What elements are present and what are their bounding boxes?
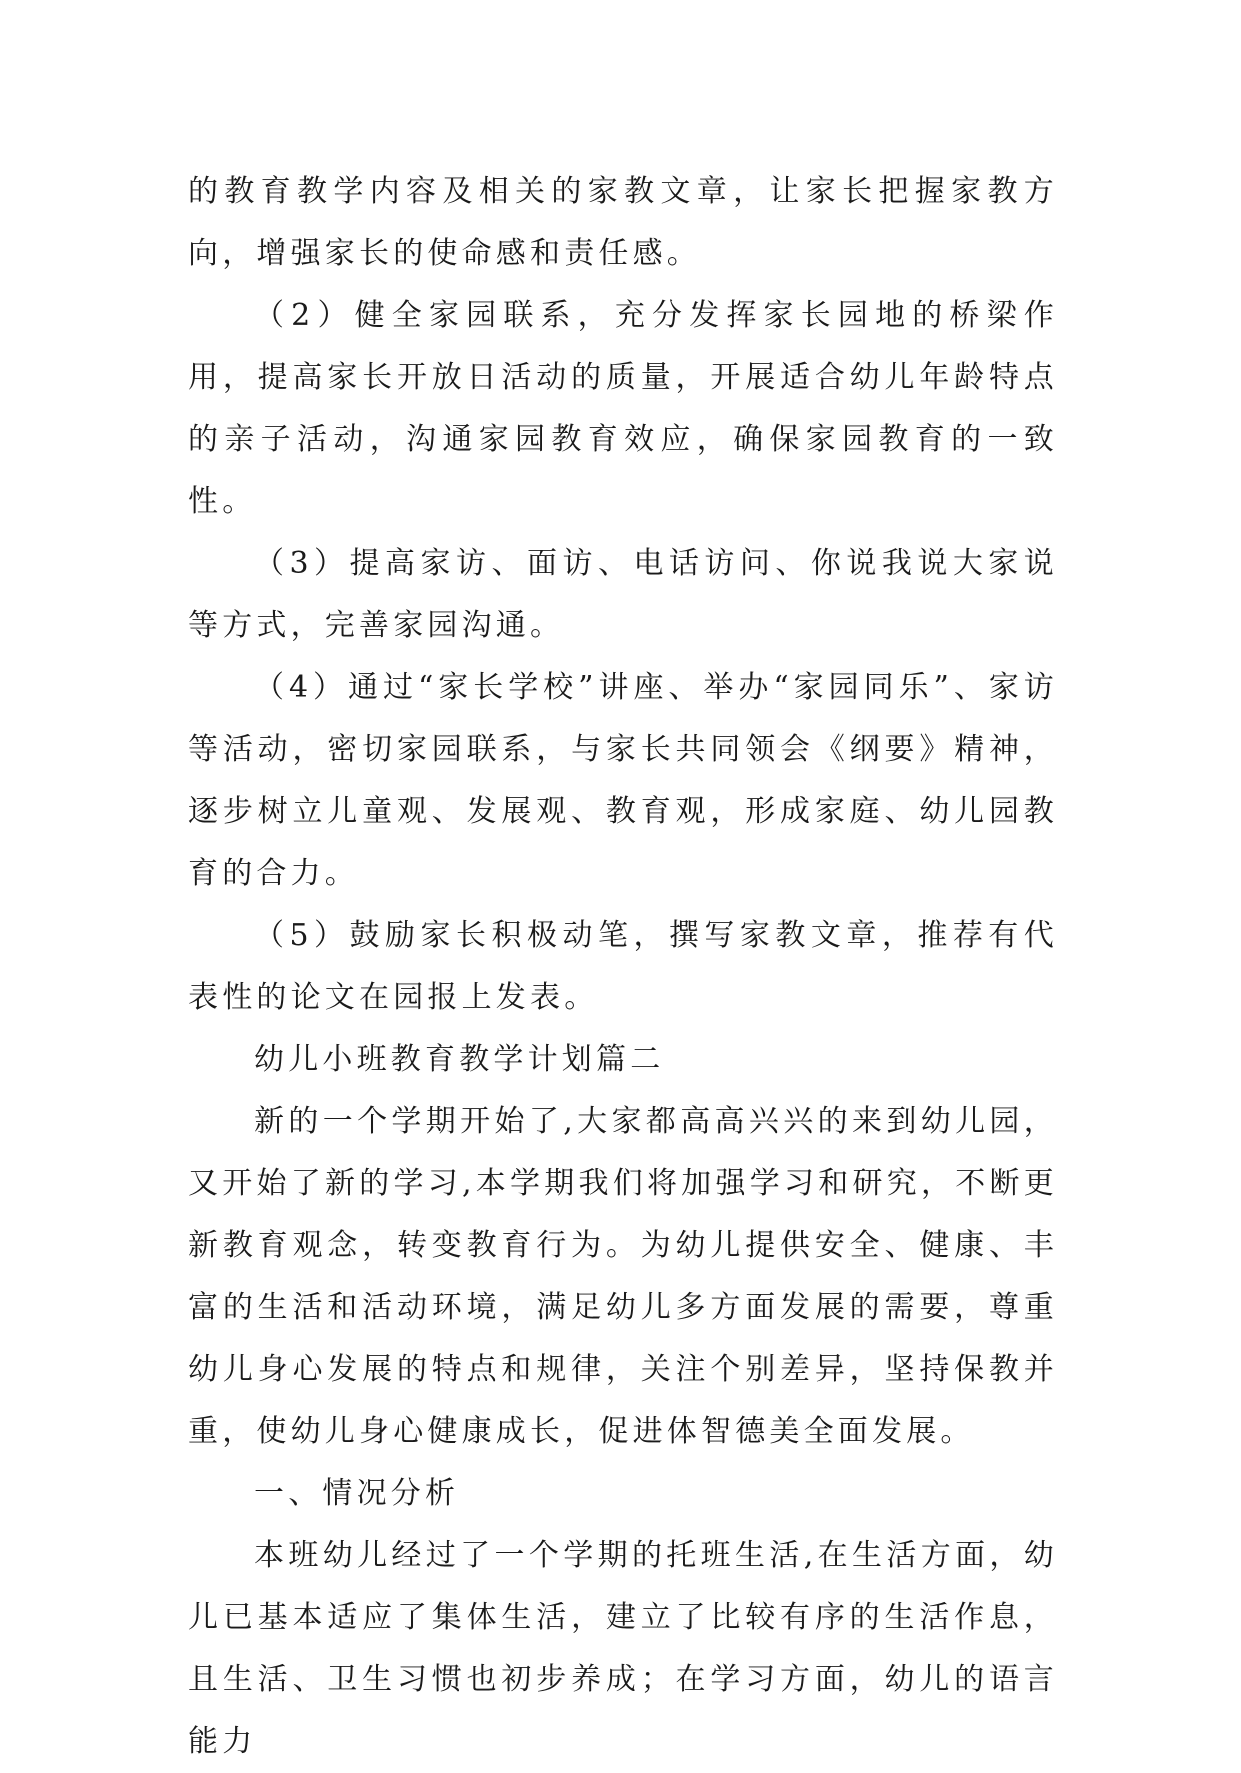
paragraph-continuation: 的教育教学内容及相关的家教文章，让家长把握家教方向，增强家长的使命感和责任感。	[188, 174, 1058, 271]
paragraph-item-5: （5）鼓励家长积极动笔，撰写家教文章，推荐有代表性的论文在园报上发表。	[188, 918, 1058, 1015]
paragraph-situation: 本班幼儿经过了一个学期的托班生活,在生活方面，幼儿已基本适应了集体生活，建立了比较有序的生活作息，且生活、卫生习惯也初步养成；在学习方面，幼儿的语言能力	[188, 1538, 1058, 1759]
section-heading-plan-2: 幼儿小班教育教学计划篇二	[254, 1042, 665, 1077]
section-heading-situation-analysis: 一、情况分析	[254, 1476, 460, 1511]
paragraph-item-4: （4）通过“家长学校”讲座、举办“家园同乐”、家访等活动，密切家园联系，与家长共同领会《纲要》精神，逐步树立儿童观、发展观、教育观，形成家庭、幼儿园教育的合力。	[188, 670, 1058, 891]
paragraph-item-2: （2）健全家园联系，充分发挥家长园地的桥梁作用，提高家长开放日活动的质量，开展适合幼儿年龄特点的亲子活动，沟通家园教育效应，确保家园教育的一致性。	[188, 298, 1058, 519]
paragraph-item-3: （3）提高家访、面访、电话访问、你说我说大家说等方式，完善家园沟通。	[188, 546, 1058, 643]
paragraph-intro: 新的一个学期开始了,大家都高高兴兴的来到幼儿园，又开始了新的学习,本学期我们将加强学习和研究，不断更新教育观念，转变教育行为。为幼儿提供安全、健康、丰富的生活和活动环境，满足幼儿多方面发展的需要，尊重幼儿身心发展的特点和规律，关注个别差异，坚持保教并重，使幼儿身心健康成长，促进体智德美全面发展。	[188, 1104, 1058, 1449]
body-text	[188, 161, 1058, 1773]
